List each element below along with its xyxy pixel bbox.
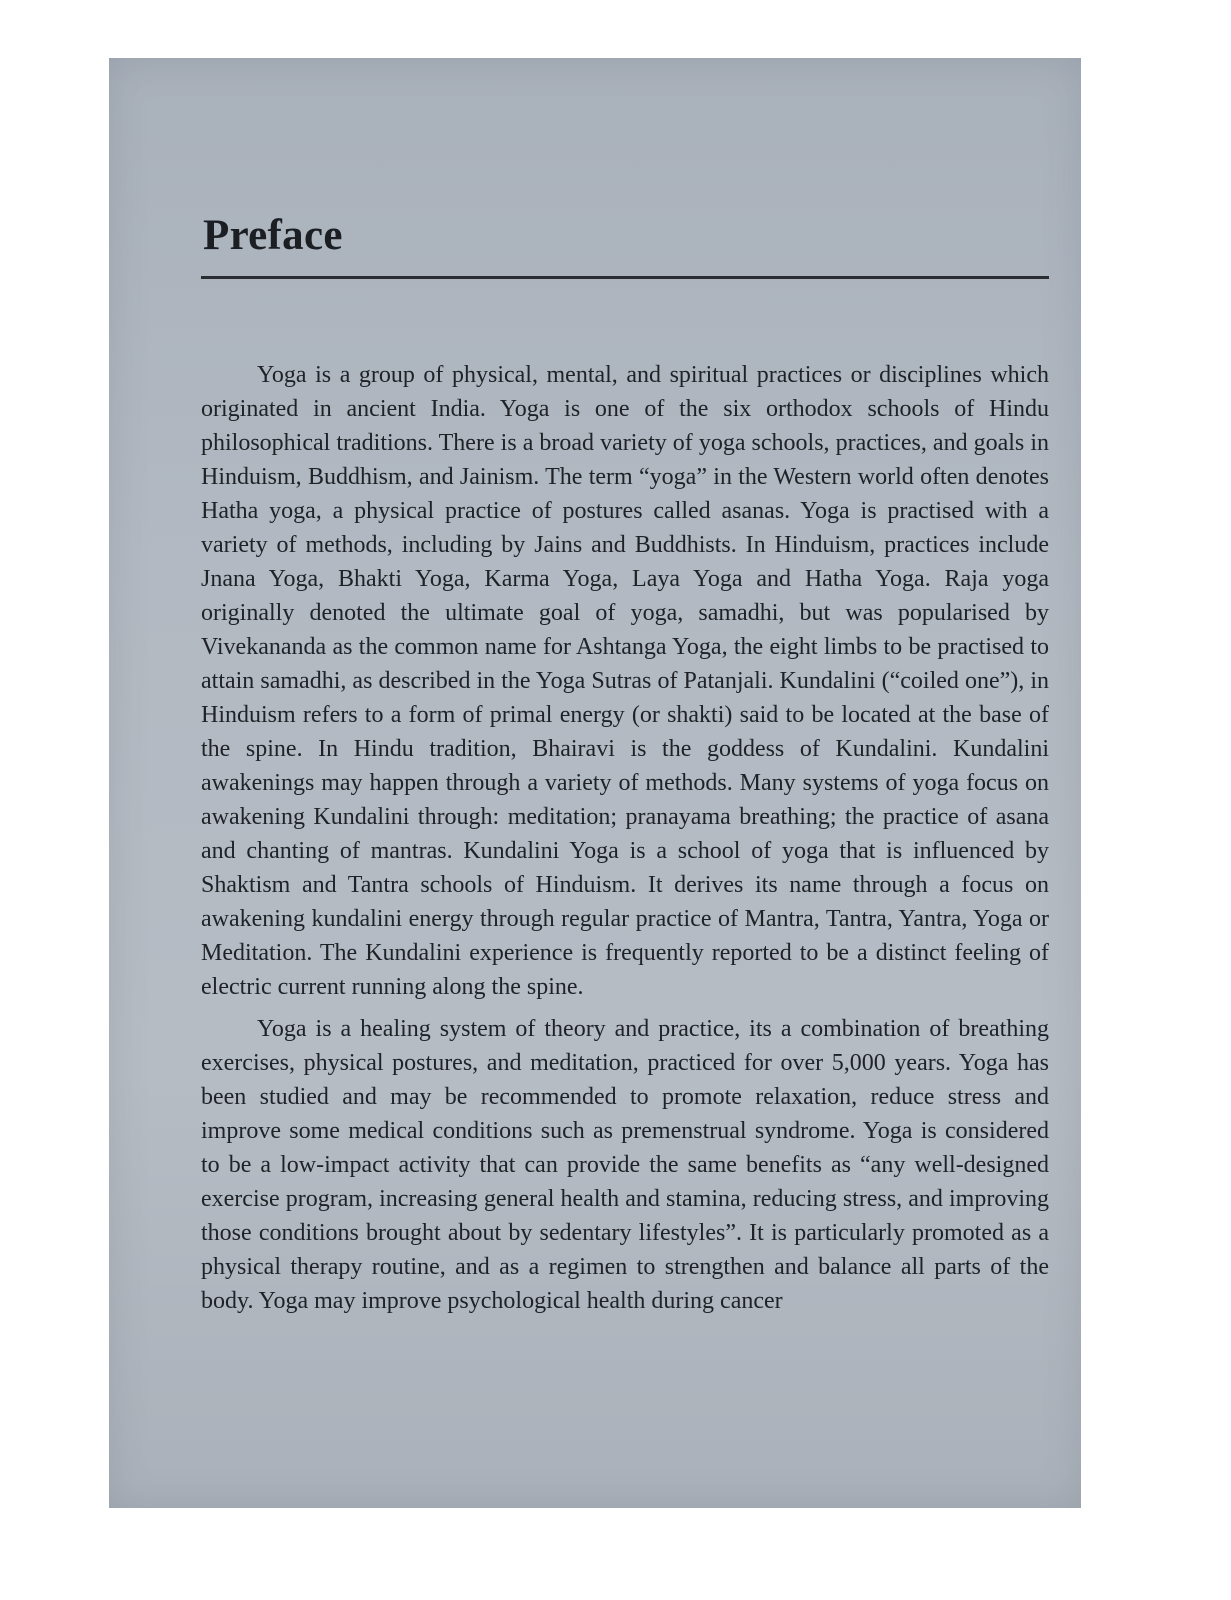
paragraph-2: Yoga is a healing system of theory and practice, its a combination of breathing exercises, physical postures, and meditation, practiced for over 5,000 years. Yoga has been studied and may be recommended to promote relaxation, reduce stress and improve some medical conditions such as premenstrual syndrome. Yoga is considered to be a low-impact activity that can provide the same benefits as “any well-designed exercise program, increasing general health and stamina, reducing stress, and improving those conditions brought about by sedentary lifestyles”. It is particularly promoted as a physical therapy routine, and as a regimen to strengthen and balance all parts of the body. Yoga may improve psychological health during cancer: [201, 1016, 1049, 1314]
paragraph-1: Yoga is a group of physical, mental, and spiritual practices or disciplines which originated in ancient India. Yoga is one of the six orthodox schools of Hindu philosophical traditions. There is a broad variety of yoga schools, practices, and goals in Hinduism, Buddhism, and Jainism. The term “yoga” in the Western world often denotes Hatha yoga, a physical practice of postures called asanas. Yoga is practised with a variety of methods, including by Jains and Buddhists. In Hinduism, practices include Jnana Yoga, Bhakti Yoga, Karma Yoga, Laya Yoga and Hatha Yoga. Raja yoga originally denoted the ultimate goal of yoga, samadhi, but was popularised by Vivekananda as the common name for Ashtanga Yoga, the eight limbs to be practised to attain samadhi, as described in the Yoga Sutras of Patanjali. Kundalini (“coiled one”), in Hinduism refers to a form of primal energy (or shakti) said to be located at the base of the spine. In Hindu tradition, Bhairavi is the goddess of Kundalini. Kundalini awakenings may happen through a variety of methods. Many systems of yoga focus on awakening Kundalini through: meditation; pranayama breathing; the practice of asana and chanting of mantras. Kundalini Yoga is a school of yoga that is influenced by Shaktism and Tantra schools of Hinduism. It derives its name through a focus on awakening kundalini energy through regular practice of Mantra, Tantra, Yantra, Yoga or Meditation. The Kundalini experience is frequently reported to be a distinct feeling of electric current running along the spine.: [201, 362, 1049, 1000]
book-page: [109, 58, 1081, 1508]
heading-divider: [201, 276, 1049, 279]
page-title: Preface: [203, 212, 343, 259]
body-text: [201, 358, 1049, 1326]
